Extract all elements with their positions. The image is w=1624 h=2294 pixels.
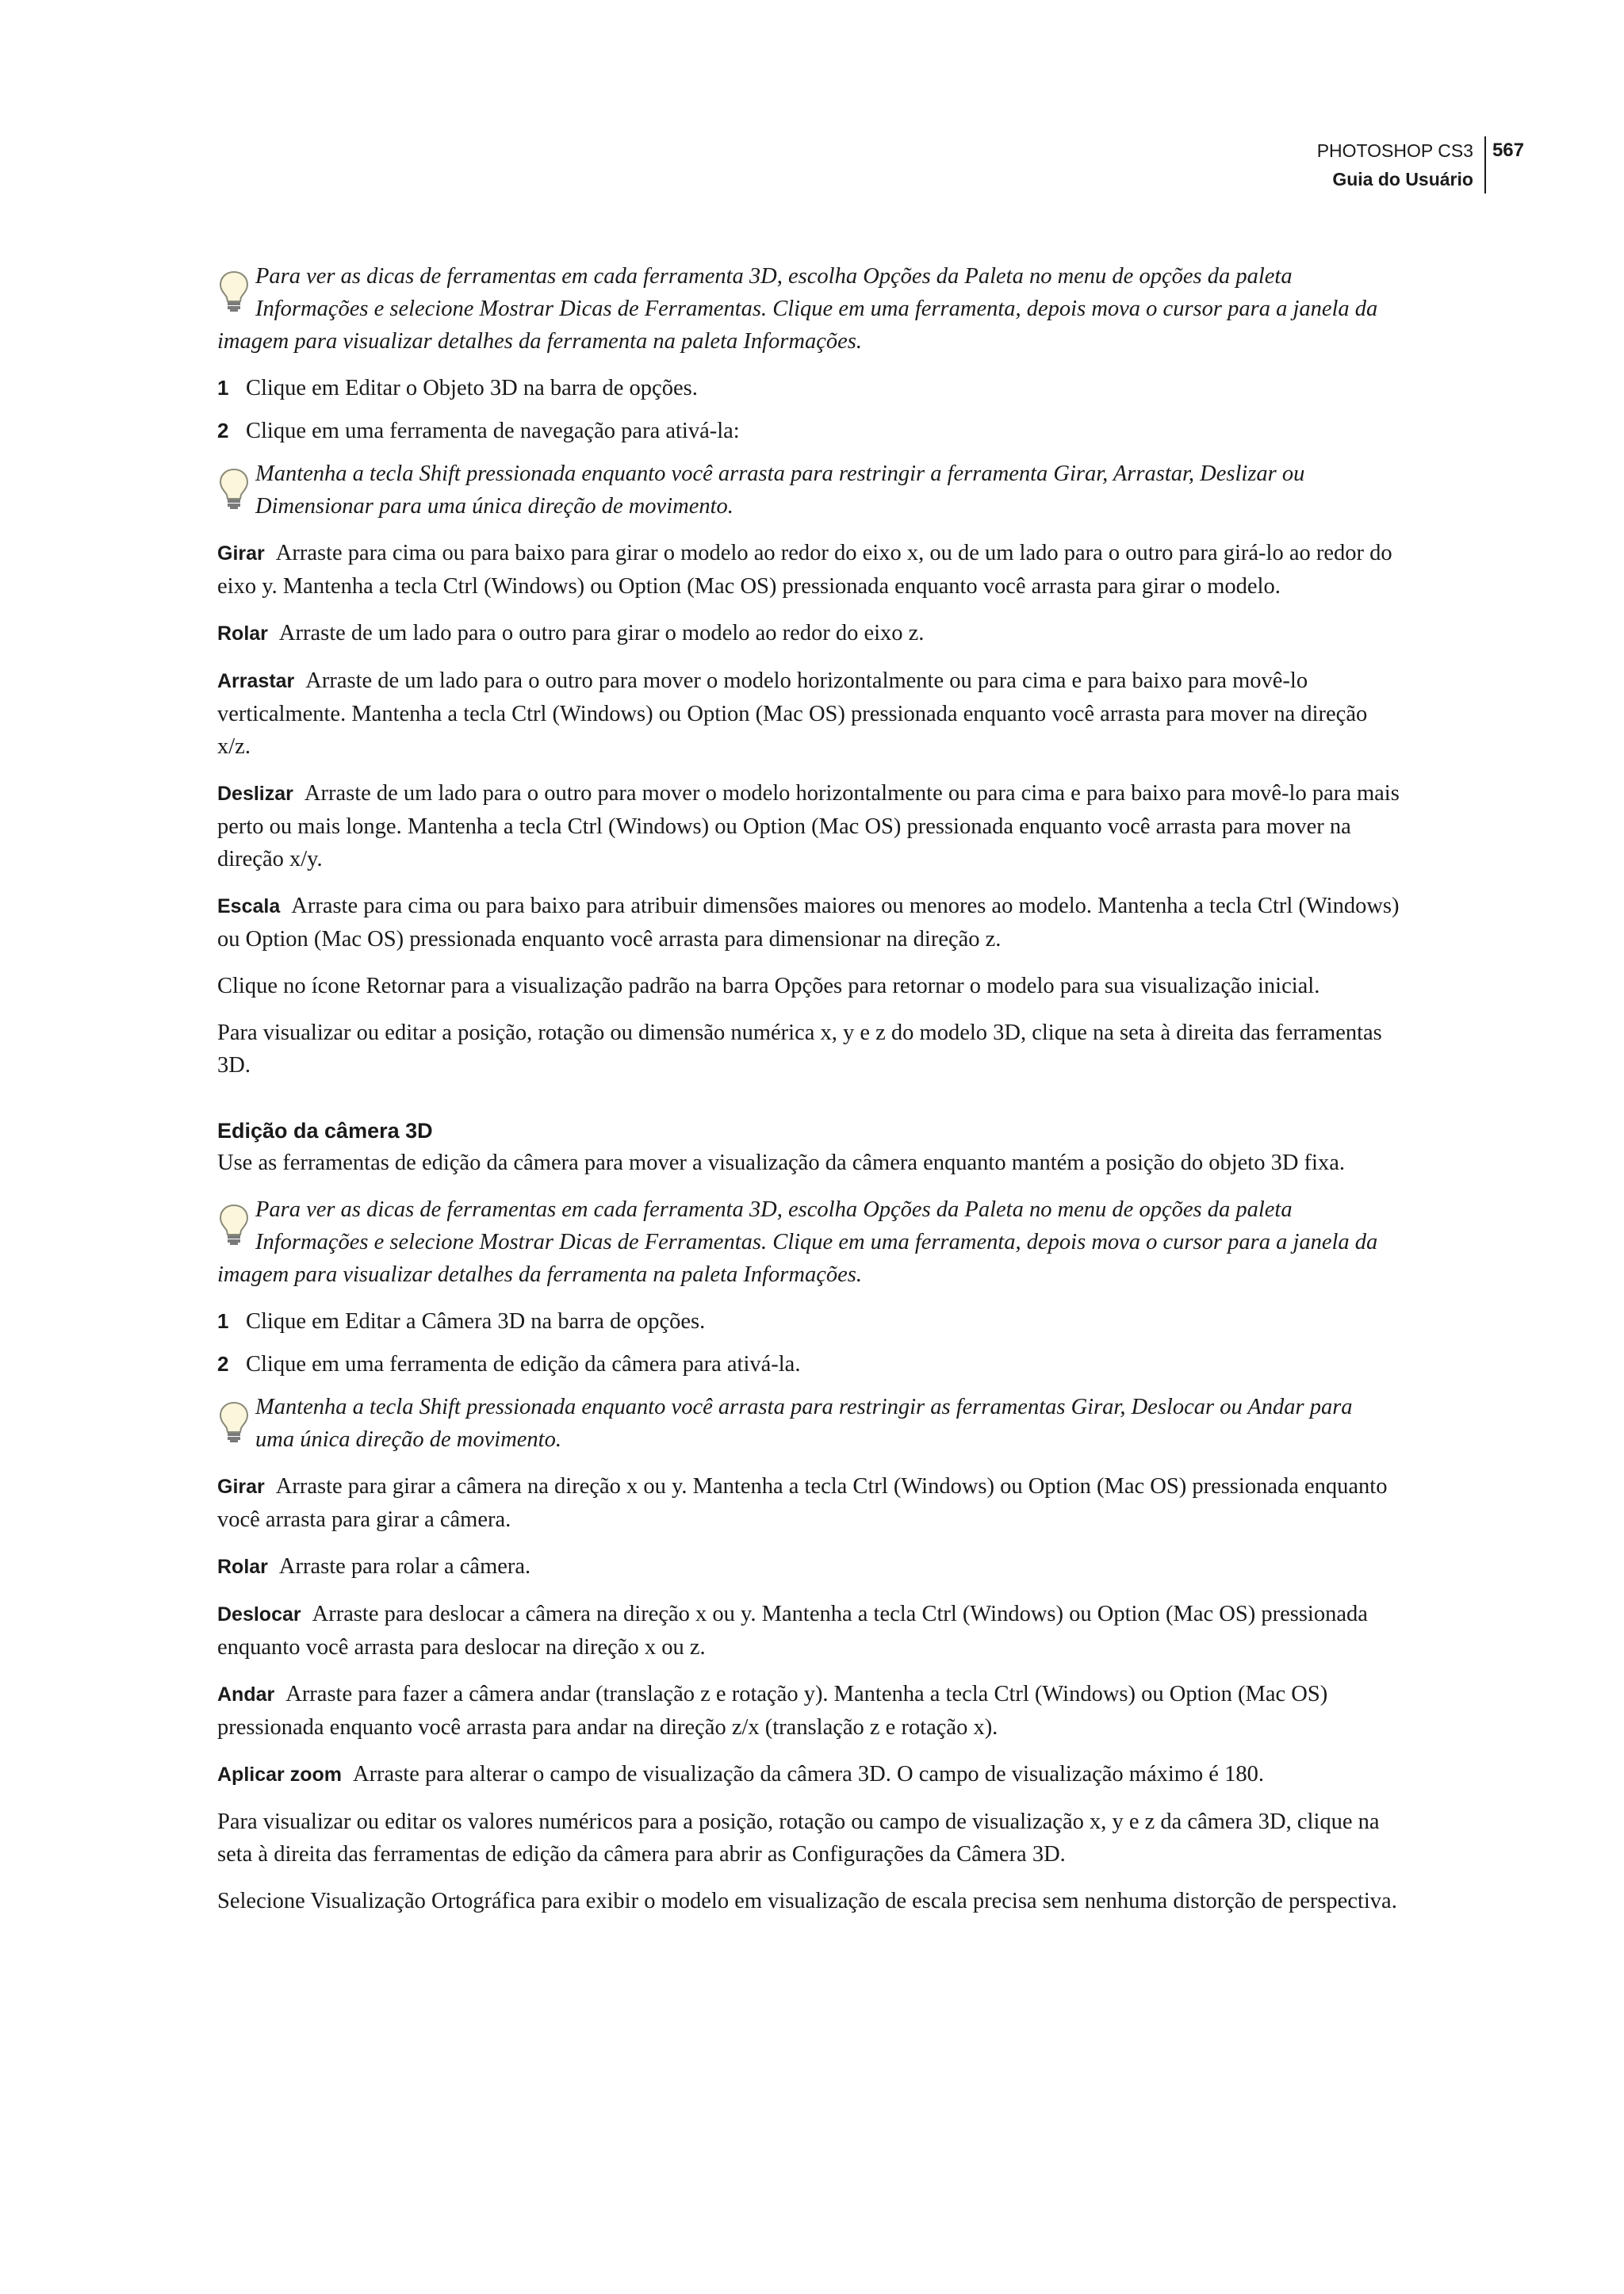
- definition-text: Arraste para alterar o campo de visualização da câmera 3D. O campo de visualização máximo é 180.: [352, 1762, 1264, 1787]
- body-paragraph: Clique no ícone Retornar para a visualização padrão na barra Opções para retornar o modelo para sua visualização inicial.: [217, 974, 1320, 998]
- step-text: Clique em Editar a Câmera 3D na barra de opções.: [246, 1309, 706, 1334]
- header-text: [1317, 136, 1484, 193]
- definition-text: Arraste para rolar a câmera.: [278, 1554, 531, 1579]
- definition-text: Arraste para cima ou para baixo para atribuir dimensões maiores ou menores ao modelo. Mantenha a tecla Ctrl (Windows) ou Option (Mac OS) pressionada enquanto você arrasta para dimensionar na direção z.: [217, 894, 1400, 952]
- tip-line: Mantenha a tecla Shift pressionada enquanto você arrasta para restringir a ferramenta Girar, Arrastar, Deslizar ou: [255, 461, 1305, 486]
- definition-term: Andar: [217, 1683, 275, 1706]
- definition-term: Deslocar: [217, 1603, 301, 1626]
- definition-term: Rolar: [217, 622, 268, 645]
- definition-term: Escala: [217, 895, 281, 917]
- step-number: 1: [217, 376, 229, 400]
- definition-item: [217, 1598, 1403, 1664]
- definition-term: Deslizar: [217, 783, 293, 805]
- tip-block: [217, 260, 1403, 358]
- definition-term: Arrastar: [217, 670, 295, 692]
- definition-item: [217, 537, 1403, 603]
- header-guide-title: Guia do Usuário: [1332, 169, 1473, 190]
- section-heading: Edição da câmera 3D: [217, 1119, 433, 1143]
- definition-item: [217, 1470, 1403, 1536]
- step-item: [217, 1305, 1403, 1338]
- step-text: Clique em Editar o Objeto 3D na barra de opções.: [246, 376, 698, 400]
- tip-block: [217, 458, 1403, 523]
- definition-item: [217, 1550, 1403, 1584]
- step-number: 2: [217, 419, 229, 442]
- definition-term: Aplicar zoom: [217, 1764, 342, 1786]
- header-product: PHOTOSHOP CS3: [1316, 140, 1473, 161]
- step-item: [217, 415, 1403, 447]
- step-item: [217, 1348, 1403, 1381]
- step-text: Clique em uma ferramenta de navegação para ativá-la:: [246, 419, 740, 443]
- lightbulb-icon: [217, 270, 251, 312]
- tip-line: imagem para visualizar detalhes da ferramenta na paleta Informações.: [217, 1262, 862, 1287]
- step-number: 1: [217, 1309, 229, 1333]
- body-paragraph: Selecione Visualização Ortográfica para exibir o modelo em visualização de escala precisa sem nenhuma distorção de perspectiva.: [217, 1889, 1397, 1913]
- tip-block: [217, 1193, 1403, 1291]
- tip-line: Informações e selecione Mostrar Dicas de Ferramentas. Clique em uma ferramenta, depois mova o cursor para a janela da: [255, 1230, 1378, 1254]
- definition-text: Arraste de um lado para o outro para girar o modelo ao redor do eixo z.: [278, 621, 925, 645]
- lightbulb-icon: [217, 1400, 251, 1443]
- definition-item: [217, 664, 1403, 763]
- tip-line: Para ver as dicas de ferramentas em cada ferramenta 3D, escolha Opções da Paleta no menu de opções da paleta: [255, 264, 1293, 289]
- lightbulb-icon: [217, 1203, 251, 1246]
- tip-line: uma única direção de movimento.: [255, 1427, 561, 1452]
- tip-line: Mantenha a tecla Shift pressionada enquanto você arrasta para restringir as ferramentas Girar, Deslocar ou Andar para: [255, 1395, 1353, 1419]
- step-number: 2: [217, 1352, 229, 1376]
- definition-item: [217, 1678, 1403, 1744]
- tip-block: [217, 1391, 1403, 1456]
- page-number: 567: [1492, 140, 1524, 161]
- tip-line: imagem para visualizar detalhes da ferramenta na paleta Informações.: [217, 329, 862, 354]
- definition-text: Arraste de um lado para o outro para mover o modelo horizontalmente ou para cima e para baixo para movê-lo para mais perto ou mais longe. Mantenha a tecla Ctrl (Windows) ou Option (Mac OS) pressionada enquanto você arrasta para mover na direção x/y.: [217, 781, 1400, 871]
- body-paragraph: Para visualizar ou editar os valores numéricos para a posição, rotação ou campo de visualização x, y e z da câmera 3D, clique na seta à direita das ferramentas de edição da câmera para abrir as Configurações da Câmera 3D.: [217, 1810, 1380, 1867]
- definition-text: Arraste de um lado para o outro para mover o modelo horizontalmente ou para cima e para baixo para movê-lo verticalmente. Mantenha a tecla Ctrl (Windows) ou Option (Mac OS) pressionada enquanto você arrasta para mover na direção x/z.: [217, 668, 1368, 759]
- definition-term: Girar: [217, 542, 265, 565]
- definition-item: [217, 1758, 1403, 1791]
- page-content: [217, 260, 1403, 1932]
- lightbulb-icon: [217, 467, 251, 510]
- definition-text: Arraste para girar a câmera na direção x ou y. Mantenha a tecla Ctrl (Windows) ou Option (Mac OS) pressionada enquanto você arrasta para girar a câmera.: [217, 1474, 1388, 1532]
- running-header: [1317, 136, 1524, 193]
- step-text: Clique em uma ferramenta de edição da câmera para ativá-la.: [246, 1352, 801, 1377]
- definition-text: Arraste para cima ou para baixo para girar o modelo ao redor do eixo x, ou de um lado para o outro para girá-lo ao redor do eixo y. Mantenha a tecla Ctrl (Windows) ou Option (Mac OS) pressionada enquanto você arrasta para girar o modelo.: [217, 541, 1392, 599]
- step-item: [217, 372, 1403, 404]
- body-paragraph: Para visualizar ou editar a posição, rotação ou dimensão numérica x, y e z do modelo 3D, clique na seta à direita das ferramentas 3D.: [217, 1021, 1382, 1078]
- definition-text: Arraste para fazer a câmera andar (translação z e rotação y). Mantenha a tecla Ctrl (Windows) ou Option (Mac OS) pressionada enquanto você arrasta para andar na direção z/x (translação z e rotação x).: [217, 1682, 1328, 1740]
- definition-term: Girar: [217, 1476, 265, 1498]
- definition-term: Rolar: [217, 1556, 268, 1578]
- tip-line: Dimensionar para uma única direção de movimento.: [255, 494, 733, 519]
- tip-line: Para ver as dicas de ferramentas em cada ferramenta 3D, escolha Opções da Paleta no menu de opções da paleta: [255, 1197, 1293, 1222]
- definition-text: Arraste para deslocar a câmera na direção x ou y. Mantenha a tecla Ctrl (Windows) ou Option (Mac OS) pressionada enquanto você arrasta para deslocar na direção x ou z.: [217, 1602, 1368, 1660]
- definition-item: [217, 617, 1403, 650]
- tip-line: Informações e selecione Mostrar Dicas de Ferramentas. Clique em uma ferramenta, depois mova o cursor para a janela da: [255, 297, 1378, 321]
- section-intro: Use as ferramentas de edição da câmera para mover a visualização da câmera enquanto mantém a posição do objeto 3D fixa.: [217, 1151, 1345, 1175]
- definition-item: [217, 777, 1403, 875]
- definition-item: [217, 890, 1403, 956]
